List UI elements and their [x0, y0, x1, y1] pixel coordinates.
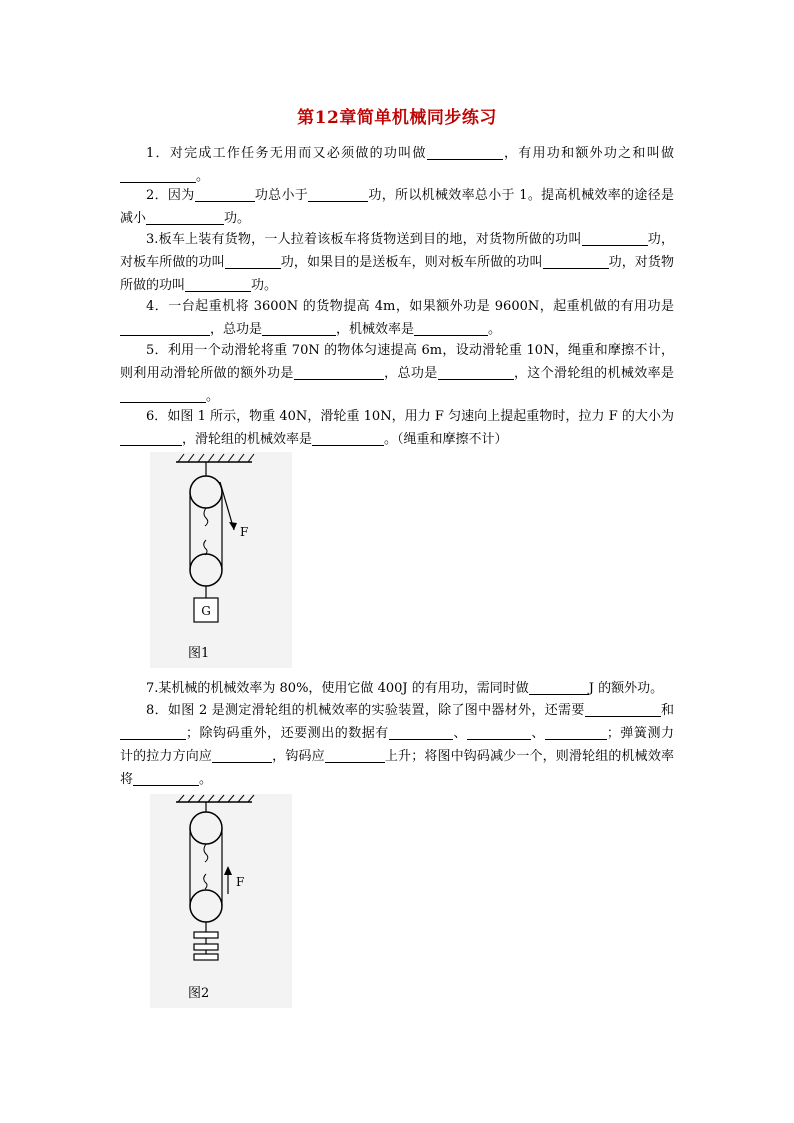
question-text: 如图 1 所示，物重 40N，滑轮重 10N，用力 F 匀速向上提起重物时，拉力 F 的大小为: [167, 409, 674, 424]
question-number: 1．: [146, 146, 170, 161]
force-label: F: [236, 875, 245, 889]
answer-blank[interactable]: [427, 145, 503, 160]
answer-blank[interactable]: [225, 254, 281, 269]
question-number: 2．: [146, 188, 168, 203]
figure-2: [150, 794, 292, 1008]
question-text: ，钩码应: [272, 749, 325, 764]
question-text: 功。: [224, 211, 251, 226]
question-text: 某机械的机械效率为 80%，使用它做 400J 的有用功，需同时做: [158, 681, 529, 696]
question-number: 4．: [146, 299, 169, 314]
question-text: 功，所以机械效率总小于 1。提高机械效率的途径是减小: [120, 188, 674, 226]
question-text: ，有用功和额外功之和叫做: [502, 146, 674, 161]
question-text: 一台起重机将 3600N 的货物提高 4m，如果额外功是 9600N，起重机做的有用功是: [168, 299, 674, 314]
hook-weight: [194, 954, 218, 960]
question-text: ，滑轮组的机械效率是: [182, 432, 313, 447]
question-text: 如图 2 是测定滑轮组的机械效率的实验装置，除了图中器材外，还需要: [167, 703, 585, 718]
figure-caption: 图1: [188, 646, 210, 661]
question-number: 3.: [146, 232, 159, 247]
question-text: 上升；将图中钩码减少一个，则滑轮组的机械效率将: [120, 749, 674, 787]
force-arrow-icon: [224, 866, 232, 875]
question-text: 、: [452, 726, 467, 741]
question-text: 功，如果目的是送板车，则对板车所做的功叫: [280, 255, 543, 270]
answer-blank[interactable]: [325, 748, 385, 763]
answer-blank[interactable]: [414, 321, 488, 336]
question-number: 7.: [146, 681, 159, 696]
question-text: 因为: [167, 188, 195, 203]
pulley-diagram-2: [150, 794, 292, 1008]
question-text: ；除钩码重外，还要测出的数据有: [186, 726, 389, 741]
question-text: 功，对板车所做的功叫: [120, 232, 674, 270]
answer-blank[interactable]: [529, 680, 589, 695]
question-text: 。: [196, 169, 210, 184]
weight-label: G: [201, 604, 211, 618]
question-text: J 的额外功。: [588, 681, 664, 696]
movable-pulley: [190, 890, 222, 922]
answer-blank[interactable]: [146, 210, 224, 225]
question-text: 功。: [251, 278, 278, 293]
question-text: 和: [660, 703, 674, 718]
ceiling-hatching: [178, 795, 254, 802]
answer-blank[interactable]: [312, 431, 384, 446]
question-text: 。: [206, 389, 220, 404]
question-text: ，总功是: [383, 366, 438, 381]
question-8: [120, 699, 674, 791]
question-text: ，总功是: [210, 322, 263, 337]
answer-blank[interactable]: [467, 725, 531, 740]
question-text: 功，对货物所做的功叫: [120, 255, 674, 293]
hook: [204, 844, 208, 862]
answer-blank[interactable]: [212, 748, 272, 763]
answer-blank[interactable]: [543, 254, 609, 269]
answer-blank[interactable]: [120, 725, 186, 740]
page-title: 第12章简单机械同步练习: [297, 108, 497, 128]
question-1: [120, 142, 674, 188]
answer-blank[interactable]: [133, 771, 199, 786]
answer-blank[interactable]: [262, 321, 336, 336]
answer-blank[interactable]: [438, 365, 514, 380]
question-5: [120, 339, 674, 408]
hook-weight: [194, 932, 218, 938]
answer-blank[interactable]: [120, 168, 196, 183]
question-number: 6．: [146, 409, 168, 424]
question-text: 。（绳重和摩擦不计）: [384, 432, 508, 447]
question-3: [120, 228, 674, 297]
question-text: 功总小于: [254, 188, 309, 203]
ceiling-hatching: [178, 454, 254, 462]
question-text: 。: [488, 322, 502, 337]
answer-blank[interactable]: [582, 231, 648, 246]
force-arrow-icon: [229, 522, 237, 530]
question-2: [120, 184, 674, 230]
figure-caption: 图2: [188, 986, 210, 1001]
hook-weight: [194, 944, 218, 950]
question-6: [120, 405, 674, 451]
answer-blank[interactable]: [389, 725, 453, 740]
answer-blank[interactable]: [195, 187, 255, 202]
answer-blank[interactable]: [585, 702, 661, 717]
fixed-pulley: [190, 476, 222, 508]
figure-1: [150, 452, 292, 668]
question-7: [120, 677, 674, 700]
fixed-pulley: [190, 812, 222, 844]
movable-pulley: [190, 554, 222, 586]
pulley-diagram-1: [150, 452, 292, 668]
question-text: 利用一个动滑轮将重 70N 的物体匀速提高 6m，设动滑轮重 10N，绳重和摩擦不计，则利用动滑轮所做的额外功是: [120, 343, 674, 381]
question-text: ；弹簧测力计的拉力方向应: [120, 726, 674, 764]
hook: [204, 540, 207, 555]
answer-blank[interactable]: [185, 277, 251, 292]
question-number: 5．: [146, 343, 168, 358]
hook: [204, 508, 208, 526]
question-text: ，这个滑轮组的机械效率是: [513, 366, 674, 381]
answer-blank[interactable]: [120, 321, 210, 336]
answer-blank[interactable]: [308, 187, 368, 202]
question-text: 板车上装有货物，一人拉着该板车将货物送到目的地，对货物所做的功叫: [158, 232, 582, 247]
question-text: 。: [199, 772, 213, 787]
answer-blank[interactable]: [120, 431, 182, 446]
answer-blank[interactable]: [545, 725, 607, 740]
answer-blank[interactable]: [294, 365, 384, 380]
question-text: 、: [530, 726, 545, 741]
question-text: 对完成工作任务无用而又必须做的功叫做: [169, 146, 427, 161]
force-label: F: [240, 525, 249, 539]
question-4: [120, 295, 674, 341]
question-text: ，机械效率是: [336, 322, 415, 337]
answer-blank[interactable]: [120, 388, 206, 403]
hook: [204, 874, 207, 889]
question-number: 8．: [146, 703, 168, 718]
